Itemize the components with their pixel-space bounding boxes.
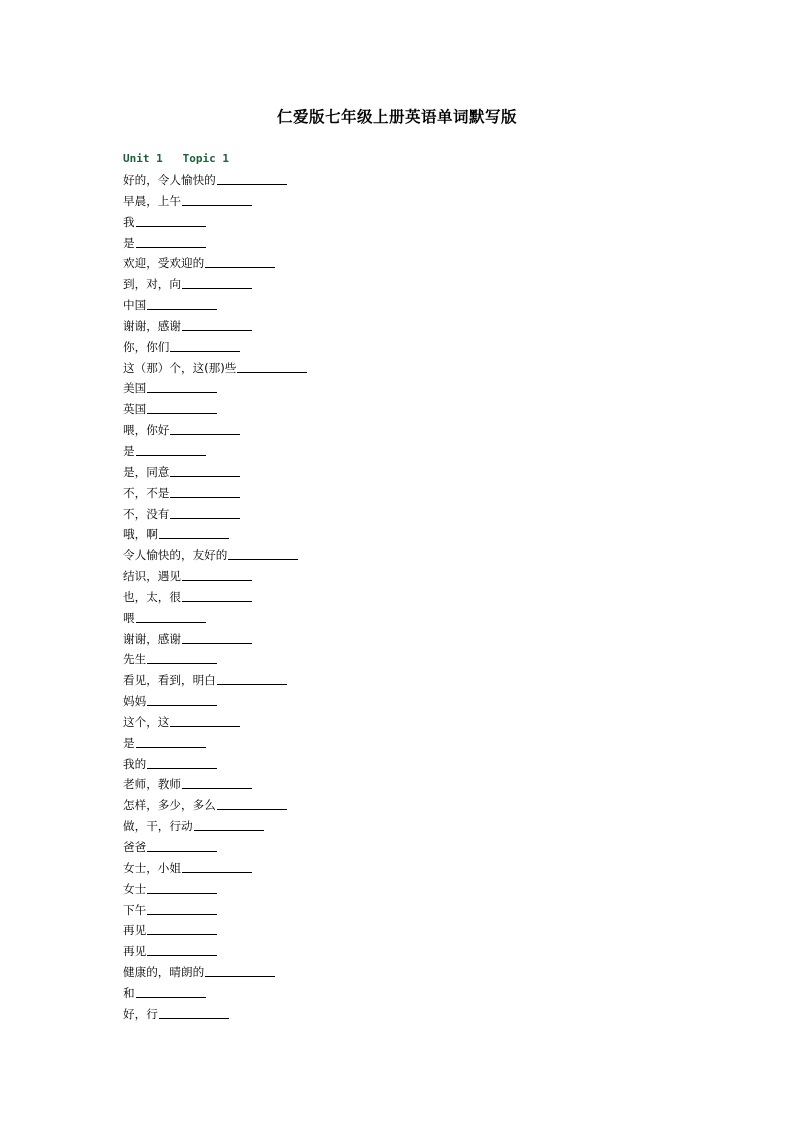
answer-blank-line	[159, 1017, 229, 1019]
vocabulary-item	[123, 483, 307, 504]
answer-blank-line	[147, 412, 217, 414]
vocabulary-prompt: 是	[123, 735, 135, 750]
vocabulary-prompt: 不，没有	[123, 506, 170, 521]
vocabulary-prompt: 爸爸	[123, 840, 147, 854]
vocabulary-prompt: 这个，这	[123, 714, 170, 729]
answer-blank-line	[182, 579, 252, 581]
answer-blank-line	[159, 537, 229, 539]
vocabulary-item	[123, 816, 307, 837]
answer-blank-line	[147, 954, 217, 956]
vocabulary-item	[123, 691, 307, 712]
vocabulary-item	[123, 274, 307, 295]
vocabulary-item	[123, 545, 307, 566]
vocabulary-item	[123, 774, 307, 795]
vocabulary-item	[123, 754, 307, 775]
vocabulary-prompt: 美国	[123, 381, 147, 396]
answer-blank-line	[147, 704, 217, 706]
vocabulary-item	[123, 629, 307, 650]
answer-blank-line	[136, 996, 206, 998]
vocabulary-item	[123, 983, 307, 1004]
vocabulary-prompt: 中国	[123, 298, 147, 313]
vocabulary-item	[123, 504, 307, 525]
vocabulary-prompt: 欢迎，受欢迎的	[123, 256, 205, 271]
vocabulary-prompt: 妈妈	[123, 694, 147, 709]
answer-blank-line	[147, 892, 217, 894]
vocabulary-prompt: 看见，看到，明白	[123, 673, 216, 688]
vocabulary-prompt: 谢谢，感谢	[123, 631, 181, 646]
vocabulary-prompt: 到，对，向	[123, 277, 181, 292]
answer-blank-line	[237, 371, 307, 373]
answer-blank-line	[194, 829, 264, 831]
vocabulary-prompt: 和	[123, 985, 135, 1000]
vocabulary-item	[123, 191, 307, 212]
answer-blank-line	[182, 287, 252, 289]
answer-blank-line	[147, 850, 217, 852]
vocabulary-item	[123, 420, 307, 441]
answer-blank-line	[170, 433, 240, 435]
vocabulary-prompt: 怎样，多少，多么	[123, 798, 216, 813]
answer-blank-line	[205, 266, 275, 268]
vocabulary-item	[123, 712, 307, 733]
answer-blank-line	[170, 517, 240, 519]
answer-blank-line	[136, 454, 206, 456]
answer-blank-line	[182, 204, 252, 206]
vocabulary-item	[123, 837, 307, 858]
vocabulary-prompt: 是	[123, 235, 135, 250]
vocabulary-item	[123, 649, 307, 670]
answer-blank-line	[182, 600, 252, 602]
answer-blank-line	[217, 808, 287, 810]
vocabulary-item	[123, 670, 307, 691]
vocabulary-item	[123, 233, 307, 254]
vocabulary-prompt: 做，干，行动	[123, 819, 193, 834]
vocabulary-item	[123, 295, 307, 316]
vocabulary-item	[123, 462, 307, 483]
vocabulary-item	[123, 358, 307, 379]
vocabulary-prompt: 也，太，很	[123, 589, 181, 604]
answer-blank-line	[147, 308, 217, 310]
answer-blank-line	[170, 475, 240, 477]
vocabulary-prompt: 女士	[123, 881, 147, 896]
answer-blank-line	[182, 871, 252, 873]
vocabulary-item	[123, 941, 307, 962]
answer-blank-line	[147, 391, 217, 393]
answer-blank-line	[136, 746, 206, 748]
vocabulary-prompt: 早晨，上午	[123, 193, 181, 208]
answer-blank-line	[182, 329, 252, 331]
vocabulary-prompt: 女士，小姐	[123, 860, 181, 875]
vocabulary-item	[123, 879, 307, 900]
answer-blank-line	[136, 225, 206, 227]
vocabulary-prompt: 再见	[123, 923, 147, 938]
vocabulary-item	[123, 962, 307, 983]
vocabulary-prompt: 这（那）个，这(那)些	[123, 360, 237, 375]
answer-blank-line	[182, 642, 252, 644]
vocabulary-prompt: 老师，教师	[123, 777, 181, 792]
answer-blank-line	[205, 975, 275, 977]
answer-blank-line	[217, 683, 287, 685]
answer-blank-line	[217, 183, 287, 185]
vocabulary-prompt: 令人愉快的，友好的	[123, 548, 228, 563]
vocabulary-item	[123, 524, 307, 545]
answer-blank-line	[170, 725, 240, 727]
vocabulary-list	[123, 170, 307, 1025]
vocabulary-prompt: 哦，啊	[123, 527, 158, 542]
vocabulary-prompt: 是，同意	[123, 464, 170, 479]
section-heading: Unit 1 Topic 1	[123, 152, 229, 165]
vocabulary-prompt: 我的	[123, 756, 147, 771]
answer-blank-line	[136, 246, 206, 248]
answer-blank-line	[170, 350, 240, 352]
answer-blank-line	[136, 621, 206, 623]
answer-blank-line	[170, 496, 240, 498]
answer-blank-line	[182, 787, 252, 789]
vocabulary-item	[123, 587, 307, 608]
vocabulary-item	[123, 212, 307, 233]
vocabulary-prompt: 健康的，晴朗的	[123, 965, 205, 980]
vocabulary-prompt: 好的，令人愉快的	[123, 173, 216, 187]
vocabulary-item	[123, 920, 307, 941]
vocabulary-item	[123, 858, 307, 879]
vocabulary-prompt: 喂，你好	[123, 423, 170, 438]
vocabulary-prompt: 喂	[123, 610, 135, 625]
vocabulary-prompt: 你，你们	[123, 339, 170, 354]
vocabulary-item	[123, 1004, 307, 1025]
vocabulary-prompt: 英国	[123, 402, 147, 417]
vocabulary-prompt: 下午	[123, 902, 147, 917]
answer-blank-line	[147, 662, 217, 664]
answer-blank-line	[228, 558, 298, 560]
vocabulary-item	[123, 316, 307, 337]
vocabulary-item	[123, 253, 307, 274]
vocabulary-item	[123, 608, 307, 629]
answer-blank-line	[147, 913, 217, 915]
answer-blank-line	[147, 933, 217, 935]
vocabulary-item	[123, 170, 307, 191]
document-title: 仁爱版七年级上册英语单词默写版	[276, 108, 517, 126]
vocabulary-item	[123, 733, 307, 754]
vocabulary-prompt: 我	[123, 214, 135, 229]
vocabulary-prompt: 谢谢，感谢	[123, 318, 181, 333]
vocabulary-prompt: 是	[123, 443, 135, 458]
answer-blank-line	[147, 767, 217, 769]
vocabulary-prompt: 先生	[123, 652, 147, 667]
vocabulary-item	[123, 795, 307, 816]
vocabulary-item	[123, 900, 307, 921]
vocabulary-item	[123, 378, 307, 399]
vocabulary-item	[123, 399, 307, 420]
vocabulary-item	[123, 337, 307, 358]
vocabulary-prompt: 再见	[123, 944, 147, 959]
vocabulary-prompt: 好，行	[123, 1006, 158, 1021]
vocabulary-item	[123, 441, 307, 462]
vocabulary-prompt: 不，不是	[123, 485, 170, 500]
vocabulary-prompt: 结识，遇见	[123, 569, 181, 584]
vocabulary-item	[123, 566, 307, 587]
